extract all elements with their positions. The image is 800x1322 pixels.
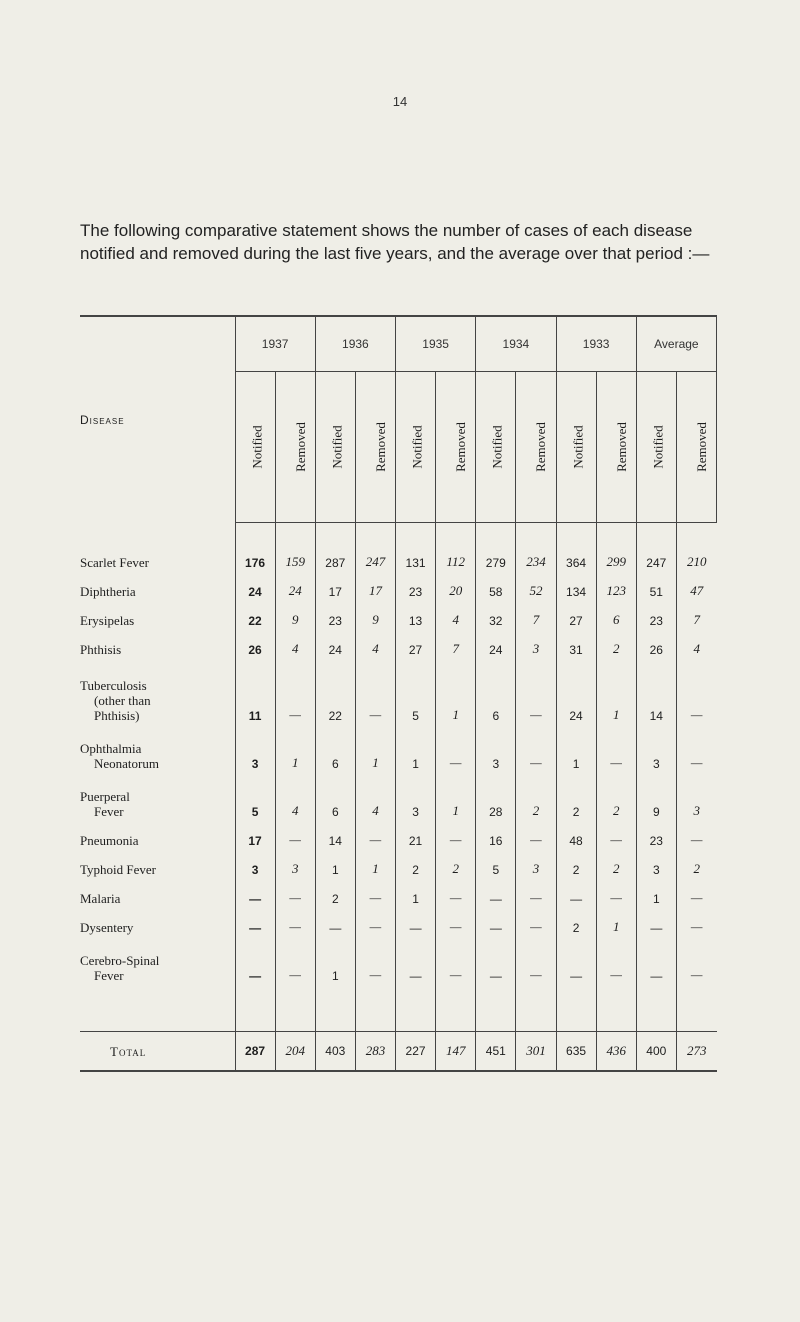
disease-name-line: Diphtheria [80,584,136,599]
notified-cell: 176 [235,541,275,570]
removed-cell: 1 [355,723,395,771]
notified-cell: — [636,935,676,983]
notified-cell: — [476,906,516,935]
table-row [80,877,717,906]
notified-cell: 6 [315,723,355,771]
removed-cell: — [690,707,703,722]
table-row [80,819,717,848]
year-header-1934: 1934 [476,317,556,372]
notified-header-label: Notified [409,425,425,469]
removed-cell: — [596,819,636,848]
removed-cell: 3 [516,848,556,877]
removed-cell: 4 [355,628,395,657]
notified-cell: 27 [396,628,436,657]
removed-header-label: Removed [693,422,709,472]
notified-cell: 1 [396,877,436,906]
notified-cell: 1 [315,848,355,877]
removed-cell: 24 [275,570,315,599]
notified-cell: 5 [235,771,275,819]
removed-header [596,372,636,523]
removed-cell: 4 [275,628,315,657]
removed-cell: — [436,723,476,771]
notified-cell: 6 [315,771,355,819]
notified-cell: 22 [235,599,275,628]
notified-cell: 1 [315,935,355,983]
removed-cell: 52 [516,570,556,599]
notified-cell: 27 [556,599,596,628]
removed-cell: 2 [693,861,700,876]
notified-cell: 3 [476,723,516,771]
notified-cell: 3 [636,848,676,877]
removed-cell: — [355,877,395,906]
removed-cell: 112 [436,541,476,570]
removed-cell: 3 [693,803,700,818]
removed-cell: 299 [596,541,636,570]
notified-header [476,372,516,523]
removed-header-label: Removed [292,422,308,472]
notified-cell: 5 [396,657,436,723]
removed-cell: — [275,877,315,906]
notified-cell: 23 [396,570,436,599]
table-row [80,628,717,657]
removed-cell: 1 [596,906,636,935]
notified-cell: 3 [636,723,676,771]
notified-header-label: Notified [489,425,505,469]
removed-cell: — [436,877,476,906]
notified-cell: 2 [556,771,596,819]
removed-cell: — [355,935,395,983]
disease-name-line: Erysipelas [80,613,135,628]
notified-cell: 17 [235,819,275,848]
removed-header [516,372,556,523]
year-header-average: Average [636,317,716,372]
notified-cell: 48 [556,819,596,848]
notified-cell: 24 [556,657,596,723]
removed-cell: 1 [436,657,476,723]
notified-header-label: Notified [570,425,586,469]
removed-cell: 2 [516,771,556,819]
total-notified-cell: 400 [636,1032,676,1072]
notified-cell: 23 [315,599,355,628]
notified-cell: — [476,877,516,906]
removed-cell: 7 [516,599,556,628]
year-header-1935: 1935 [396,317,476,372]
table-row [80,771,717,819]
total-notified-cell: 635 [556,1032,596,1072]
removed-cell: 47 [690,583,704,598]
removed-cell: 9 [355,599,395,628]
notified-cell: — [556,935,596,983]
removed-cell: — [596,877,636,906]
removed-cell: — [436,819,476,848]
total-removed-cell: 204 [275,1032,315,1072]
notified-cell: 3 [235,848,275,877]
notified-cell: 24 [476,628,516,657]
removed-cell: — [690,890,703,905]
removed-header [275,372,315,523]
removed-cell: 20 [436,570,476,599]
notified-cell: 11 [235,657,275,723]
notified-cell: 32 [476,599,516,628]
table-row [80,541,717,570]
notified-cell: 3 [235,723,275,771]
notified-cell: 58 [476,570,516,599]
removed-header-label: Removed [453,422,469,472]
notified-cell: — [235,935,275,983]
removed-header-label: Removed [533,422,549,472]
disease-name [80,906,235,935]
disease-name-line: Typhoid Fever [80,862,156,877]
notified-cell: 364 [556,541,596,570]
removed-cell: — [516,723,556,771]
removed-cell: 3 [275,848,315,877]
removed-cell: — [596,723,636,771]
removed-cell: — [436,906,476,935]
disease-name-line: (other than [94,693,151,708]
disease-name-line: Ophthalmia [80,741,142,756]
total-label: Total [80,1032,235,1072]
disease-name-line: Phthisis [80,642,122,657]
disease-name [80,819,235,848]
removed-cell: 7 [436,628,476,657]
notified-cell: 2 [556,848,596,877]
removed-cell: — [355,657,395,723]
notified-cell: 26 [636,628,676,657]
disease-name-line: Tuberculosis [80,678,147,693]
notified-cell: 16 [476,819,516,848]
removed-cell: — [690,919,703,934]
removed-cell: 7 [693,612,700,627]
removed-cell: 123 [596,570,636,599]
notified-cell: 14 [636,657,676,723]
removed-cell: 1 [596,657,636,723]
table-row [80,906,717,935]
removed-cell: 17 [355,570,395,599]
notified-cell: 21 [396,819,436,848]
disease-name-line: Dysentery [80,920,134,935]
removed-cell: — [596,935,636,983]
removed-cell: — [436,935,476,983]
notified-cell: 134 [556,570,596,599]
notified-cell: 24 [235,570,275,599]
notified-cell: 3 [396,771,436,819]
disease-name [80,723,235,771]
notified-cell: 28 [476,771,516,819]
page-number: 14 [392,94,408,109]
notified-cell: 1 [636,877,676,906]
notified-header [315,372,355,523]
removed-cell: 1 [275,723,315,771]
removed-cell: 1 [436,771,476,819]
disease-name [80,628,235,657]
table-row [80,570,717,599]
notified-header [396,372,436,523]
removed-cell: 9 [275,599,315,628]
notified-header-label: Notified [329,425,345,469]
removed-header-label: Removed [613,422,629,472]
notified-header-label: Notified [249,425,265,469]
disease-name [80,599,235,628]
notified-cell: — [396,935,436,983]
total-removed-cell: 147 [436,1032,476,1072]
notified-cell: 287 [315,541,355,570]
disease-statistics-table [80,315,717,1072]
removed-cell: 3 [516,628,556,657]
removed-cell: — [355,906,395,935]
removed-cell: 2 [596,848,636,877]
notified-cell: 26 [235,628,275,657]
disease-name-line: Fever [94,804,124,819]
notified-cell: 6 [476,657,516,723]
disease-column-header: Disease [80,317,235,523]
removed-cell: 2 [596,771,636,819]
total-notified-cell: 403 [315,1032,355,1072]
notified-cell: — [235,877,275,906]
removed-cell: 4 [275,771,315,819]
notified-cell: 23 [636,819,676,848]
notified-cell: 9 [636,771,676,819]
notified-header [556,372,596,523]
notified-header-label: Notified [650,425,666,469]
total-removed-cell: 283 [355,1032,395,1072]
notified-cell: — [235,906,275,935]
notified-header [636,372,676,523]
removed-cell: 2 [596,628,636,657]
removed-cell: — [516,657,556,723]
total-removed-cell: 301 [516,1032,556,1072]
notified-cell: 51 [636,570,676,599]
disease-name [80,541,235,570]
notified-cell: 2 [315,877,355,906]
notified-cell: — [396,906,436,935]
removed-cell: 2 [436,848,476,877]
total-notified-cell: 451 [476,1032,516,1072]
notified-header [235,372,275,523]
disease-name [80,877,235,906]
removed-header-label: Removed [372,422,388,472]
removed-cell: — [690,967,703,982]
disease-name-line: Malaria [80,891,121,906]
table-row [80,599,717,628]
disease-name-line: Fever [94,968,124,983]
notified-cell: 131 [396,541,436,570]
disease-name-line: Cerebro-Spinal [80,953,160,968]
notified-cell: 279 [476,541,516,570]
total-row [80,1032,717,1072]
removed-cell: — [690,755,703,770]
table-row [80,657,717,723]
intro-paragraph: The following comparative statement shows the number of cases of each disease notified and removed during the last five years, and the average over that period :— [80,221,710,263]
total-removed-cell: 273 [676,1032,716,1072]
removed-header [355,372,395,523]
removed-cell: 247 [355,541,395,570]
removed-cell: 6 [596,599,636,628]
notified-cell: 247 [636,541,676,570]
table-row [80,848,717,877]
year-header-1933: 1933 [556,317,636,372]
disease-name [80,771,235,819]
notified-cell: 24 [315,628,355,657]
removed-cell: 4 [436,599,476,628]
notified-cell: — [556,877,596,906]
disease-name-line: Neonatorum [94,756,159,771]
removed-cell: — [275,906,315,935]
notified-cell: 5 [476,848,516,877]
notified-cell: 1 [396,723,436,771]
notified-cell: 31 [556,628,596,657]
total-removed-cell: 436 [596,1032,636,1072]
notified-cell: 14 [315,819,355,848]
removed-cell: — [275,657,315,723]
table-row [80,935,717,983]
removed-header [436,372,476,523]
notified-cell: 13 [396,599,436,628]
notified-cell: 17 [315,570,355,599]
removed-cell: — [355,819,395,848]
notified-cell: 22 [315,657,355,723]
removed-cell: 1 [355,848,395,877]
removed-cell: 4 [355,771,395,819]
table-row [80,723,717,771]
notified-cell: 2 [556,906,596,935]
removed-cell: 210 [686,554,707,569]
removed-cell: — [516,819,556,848]
removed-cell: — [516,935,556,983]
removed-cell: 159 [275,541,315,570]
removed-cell: — [275,935,315,983]
disease-name [80,935,235,983]
disease-name [80,570,235,599]
removed-cell: 4 [693,641,700,656]
removed-header [676,372,716,523]
disease-name [80,848,235,877]
notified-cell: — [315,906,355,935]
removed-cell: — [516,906,556,935]
disease-name-line: Puerperal [80,789,130,804]
year-header-1936: 1936 [315,317,395,372]
notified-cell: 1 [556,723,596,771]
total-notified-cell: 227 [396,1032,436,1072]
removed-cell: — [275,819,315,848]
notified-cell: 2 [396,848,436,877]
notified-cell: — [476,935,516,983]
year-header-1937: 1937 [235,317,315,372]
notified-cell: — [636,906,676,935]
removed-cell: — [516,877,556,906]
notified-cell: 23 [636,599,676,628]
disease-name-line: Phthisis) [94,708,140,723]
disease-name [80,657,235,723]
total-notified-cell: 287 [235,1032,275,1072]
disease-name-line: Pneumonia [80,833,139,848]
removed-cell: — [690,832,703,847]
disease-name-line: Scarlet Fever [80,555,149,570]
removed-cell: 234 [516,541,556,570]
